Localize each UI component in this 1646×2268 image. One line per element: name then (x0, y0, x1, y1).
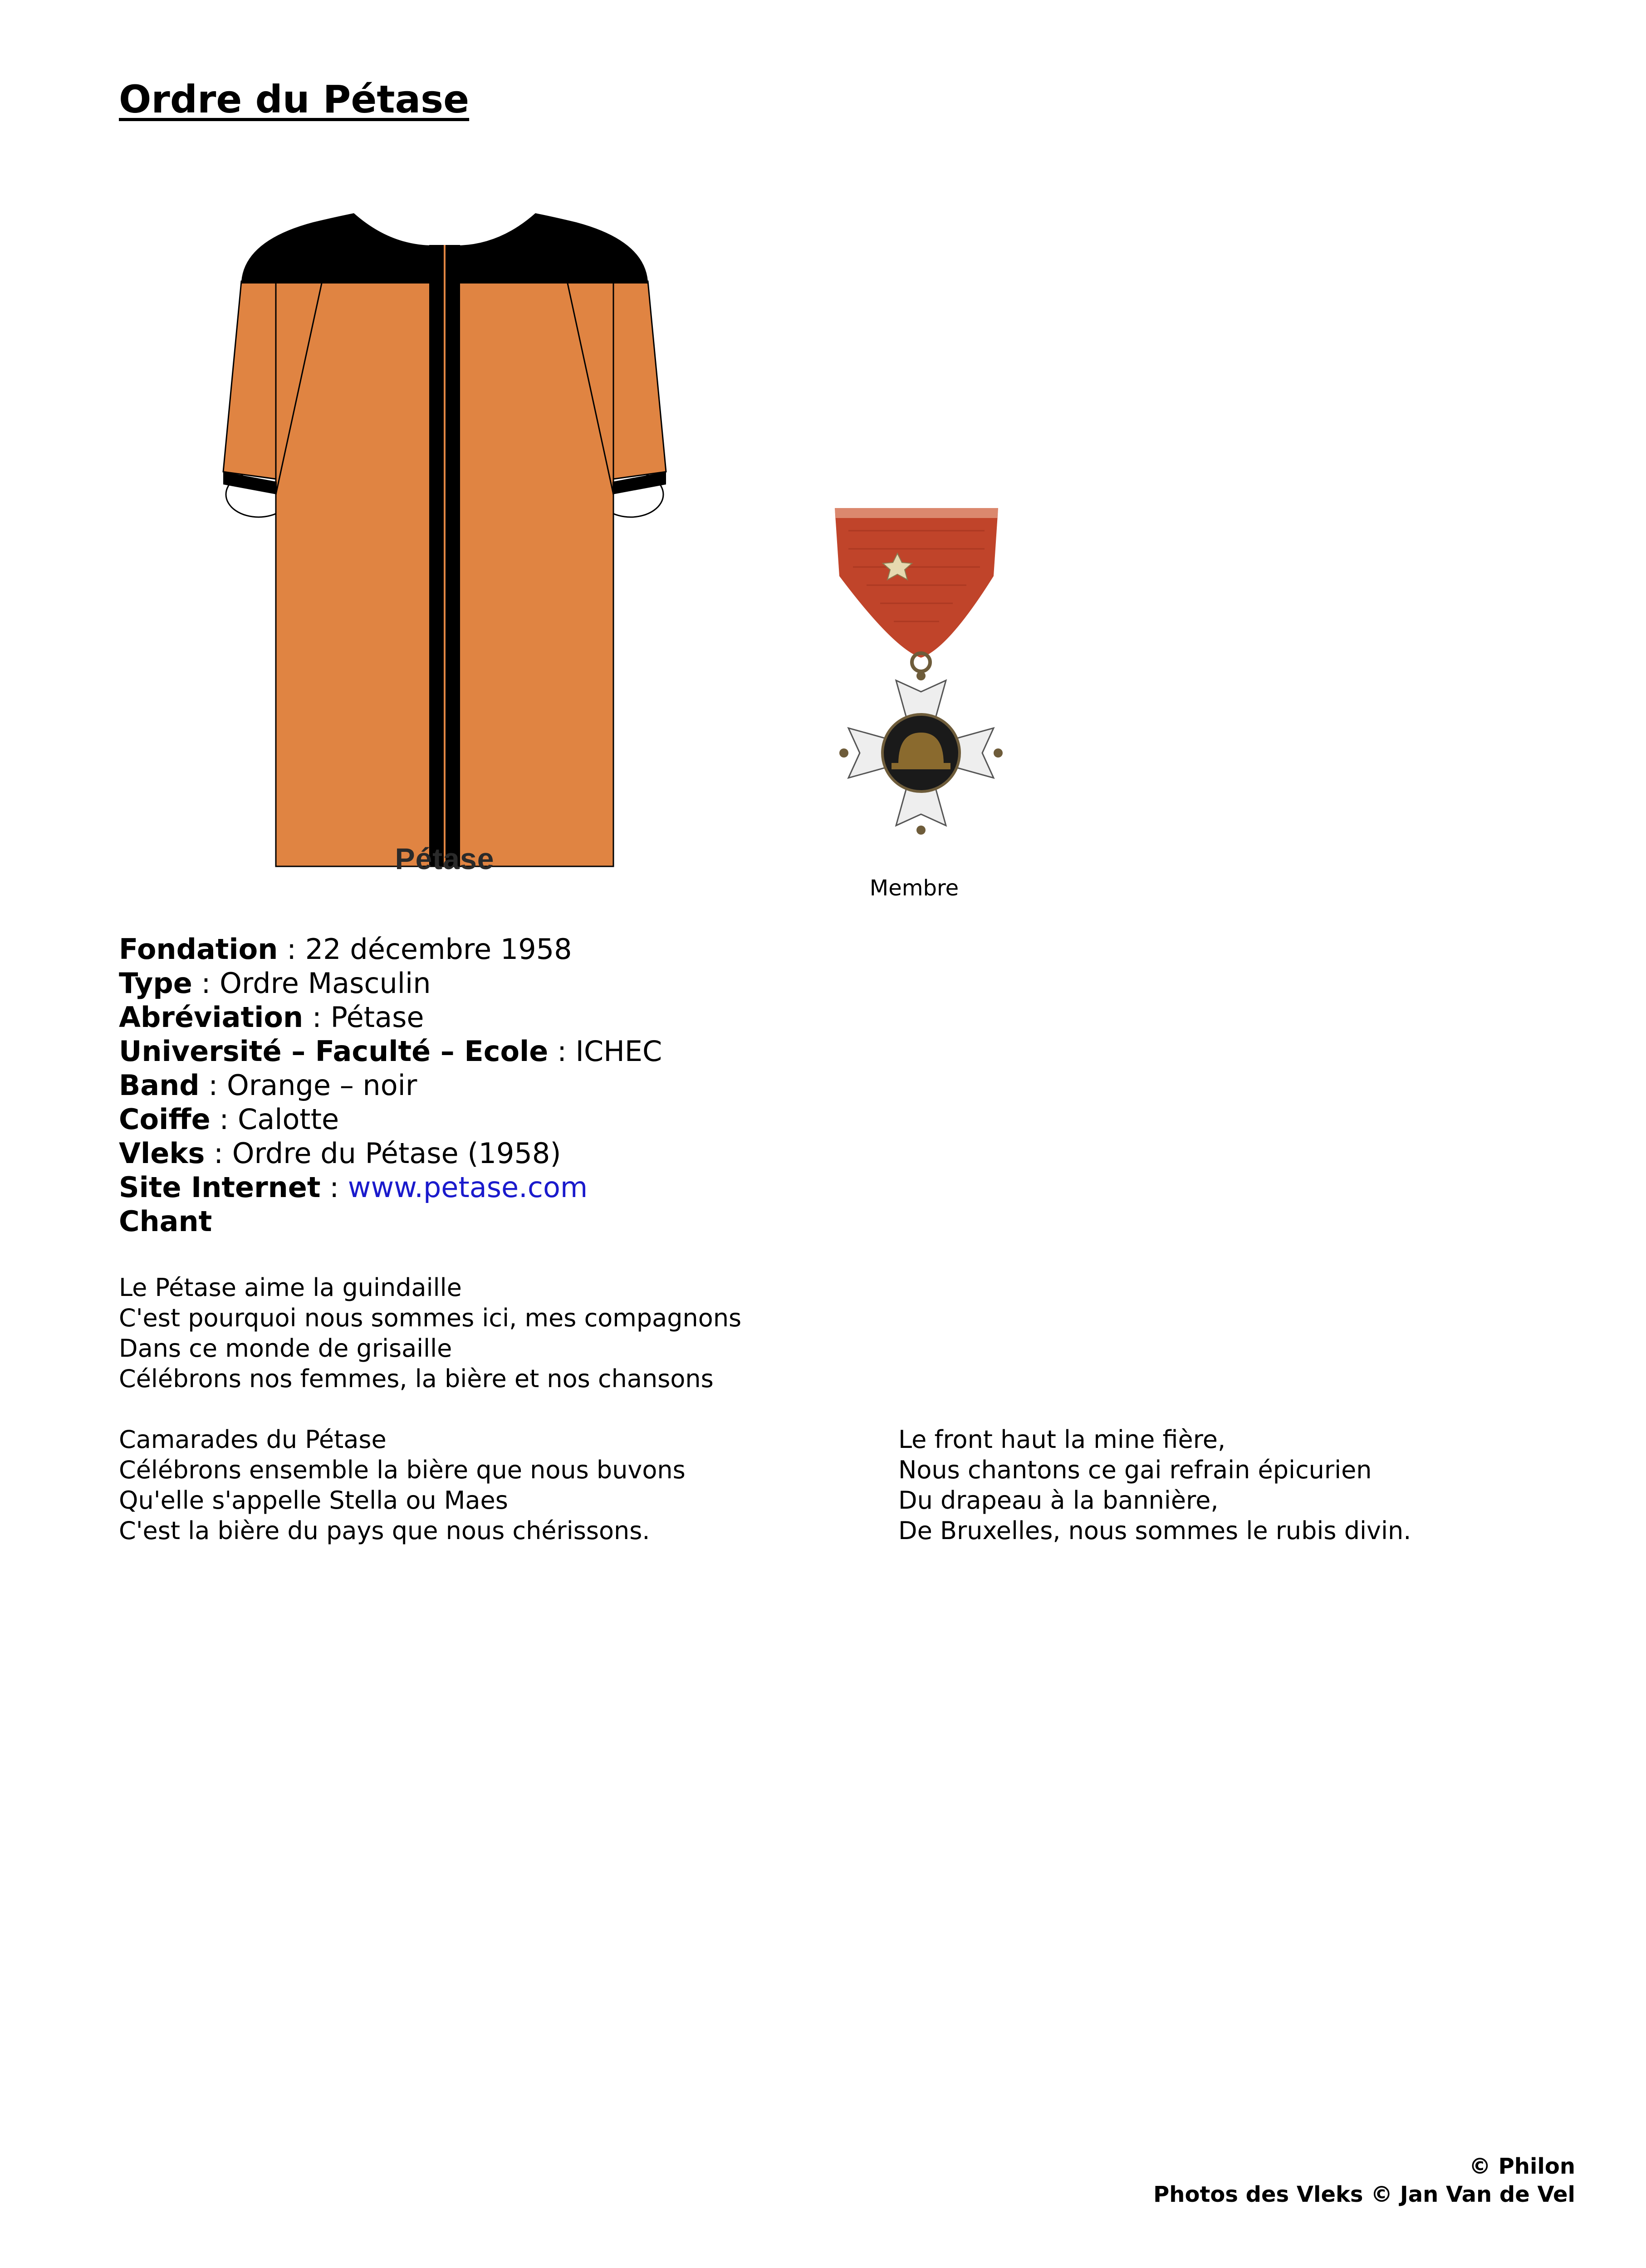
abreviation-label: Abréviation (119, 1001, 304, 1034)
separator: : (192, 967, 220, 1000)
info-chant (119, 1204, 662, 1238)
info-type (119, 966, 662, 1000)
verse-line: Le front haut la mine fière, (898, 1425, 1226, 1454)
verse-line: Du drapeau à la bannière, (898, 1486, 1219, 1515)
info-vleks (119, 1136, 662, 1170)
site-label: Site Internet (119, 1171, 321, 1204)
info-fondation (119, 932, 662, 966)
band-value: Orange – noir (226, 1069, 417, 1102)
separator: : (303, 1001, 331, 1034)
credits (1153, 2152, 1575, 2209)
verse-line: Camarades du Pétase (119, 1425, 387, 1454)
verse-line: Célébrons nos femmes, la bière et nos chansons (119, 1364, 714, 1393)
medal-caption: Membre (869, 875, 959, 901)
vleks-label: Vleks (119, 1137, 205, 1170)
band-label: Band (119, 1069, 200, 1102)
info-coiffe (119, 1102, 662, 1136)
separator: : (278, 933, 305, 966)
verse-line: Nous chantons ce gai refrain épicurien (898, 1456, 1372, 1484)
verse-2 (119, 1424, 686, 1546)
robe-illustration (218, 204, 671, 885)
verse-line: Célébrons ensemble la bière que nous buvons (119, 1456, 686, 1484)
verse-3 (898, 1424, 1411, 1546)
chant-label: Chant (119, 1205, 212, 1238)
credit-photos: Photos des Vleks © Jan Van de Vel (1153, 2182, 1575, 2207)
info-universite (119, 1034, 662, 1068)
coiffe-value: Calotte (237, 1103, 339, 1136)
info-block (119, 932, 662, 1238)
separator: : (210, 1103, 238, 1136)
separator: : (548, 1035, 576, 1068)
info-abreviation (119, 1000, 662, 1034)
separator: : (320, 1171, 348, 1204)
verse-line: De Bruxelles, nous sommes le rubis divin. (898, 1516, 1411, 1545)
type-value: Ordre Masculin (220, 967, 431, 1000)
separator: : (199, 1069, 227, 1102)
fondation-value: 22 décembre 1958 (305, 933, 572, 966)
verse-1 (119, 1272, 741, 1394)
coiffe-label: Coiffe (119, 1103, 211, 1136)
separator: : (205, 1137, 232, 1170)
verse-line: C'est la bière du pays que nous chérissons. (119, 1516, 650, 1545)
page-title: Ordre du Pétase (119, 77, 470, 122)
universite-value: ICHEC (575, 1035, 662, 1068)
medal-illustration (830, 508, 1021, 871)
site-link[interactable]: www.petase.com (348, 1171, 588, 1204)
info-site (119, 1170, 662, 1204)
abreviation-value: Pétase (330, 1001, 424, 1034)
info-band (119, 1068, 662, 1102)
type-label: Type (119, 967, 192, 1000)
verse-line: C'est pourquoi nous sommes ici, mes compagnons (119, 1304, 742, 1332)
verse-line: Qu'elle s'appelle Stella ou Maes (119, 1486, 508, 1515)
robe-caption: Pétase (395, 842, 495, 875)
vleks-value: Ordre du Pétase (1958) (232, 1137, 561, 1170)
verse-line: Dans ce monde de grisaille (119, 1334, 452, 1363)
credit-author: © Philon (1469, 2154, 1575, 2179)
verse-line: Le Pétase aime la guindaille (119, 1273, 462, 1302)
fondation-label: Fondation (119, 933, 278, 966)
universite-label: Université – Faculté – Ecole (119, 1035, 549, 1068)
